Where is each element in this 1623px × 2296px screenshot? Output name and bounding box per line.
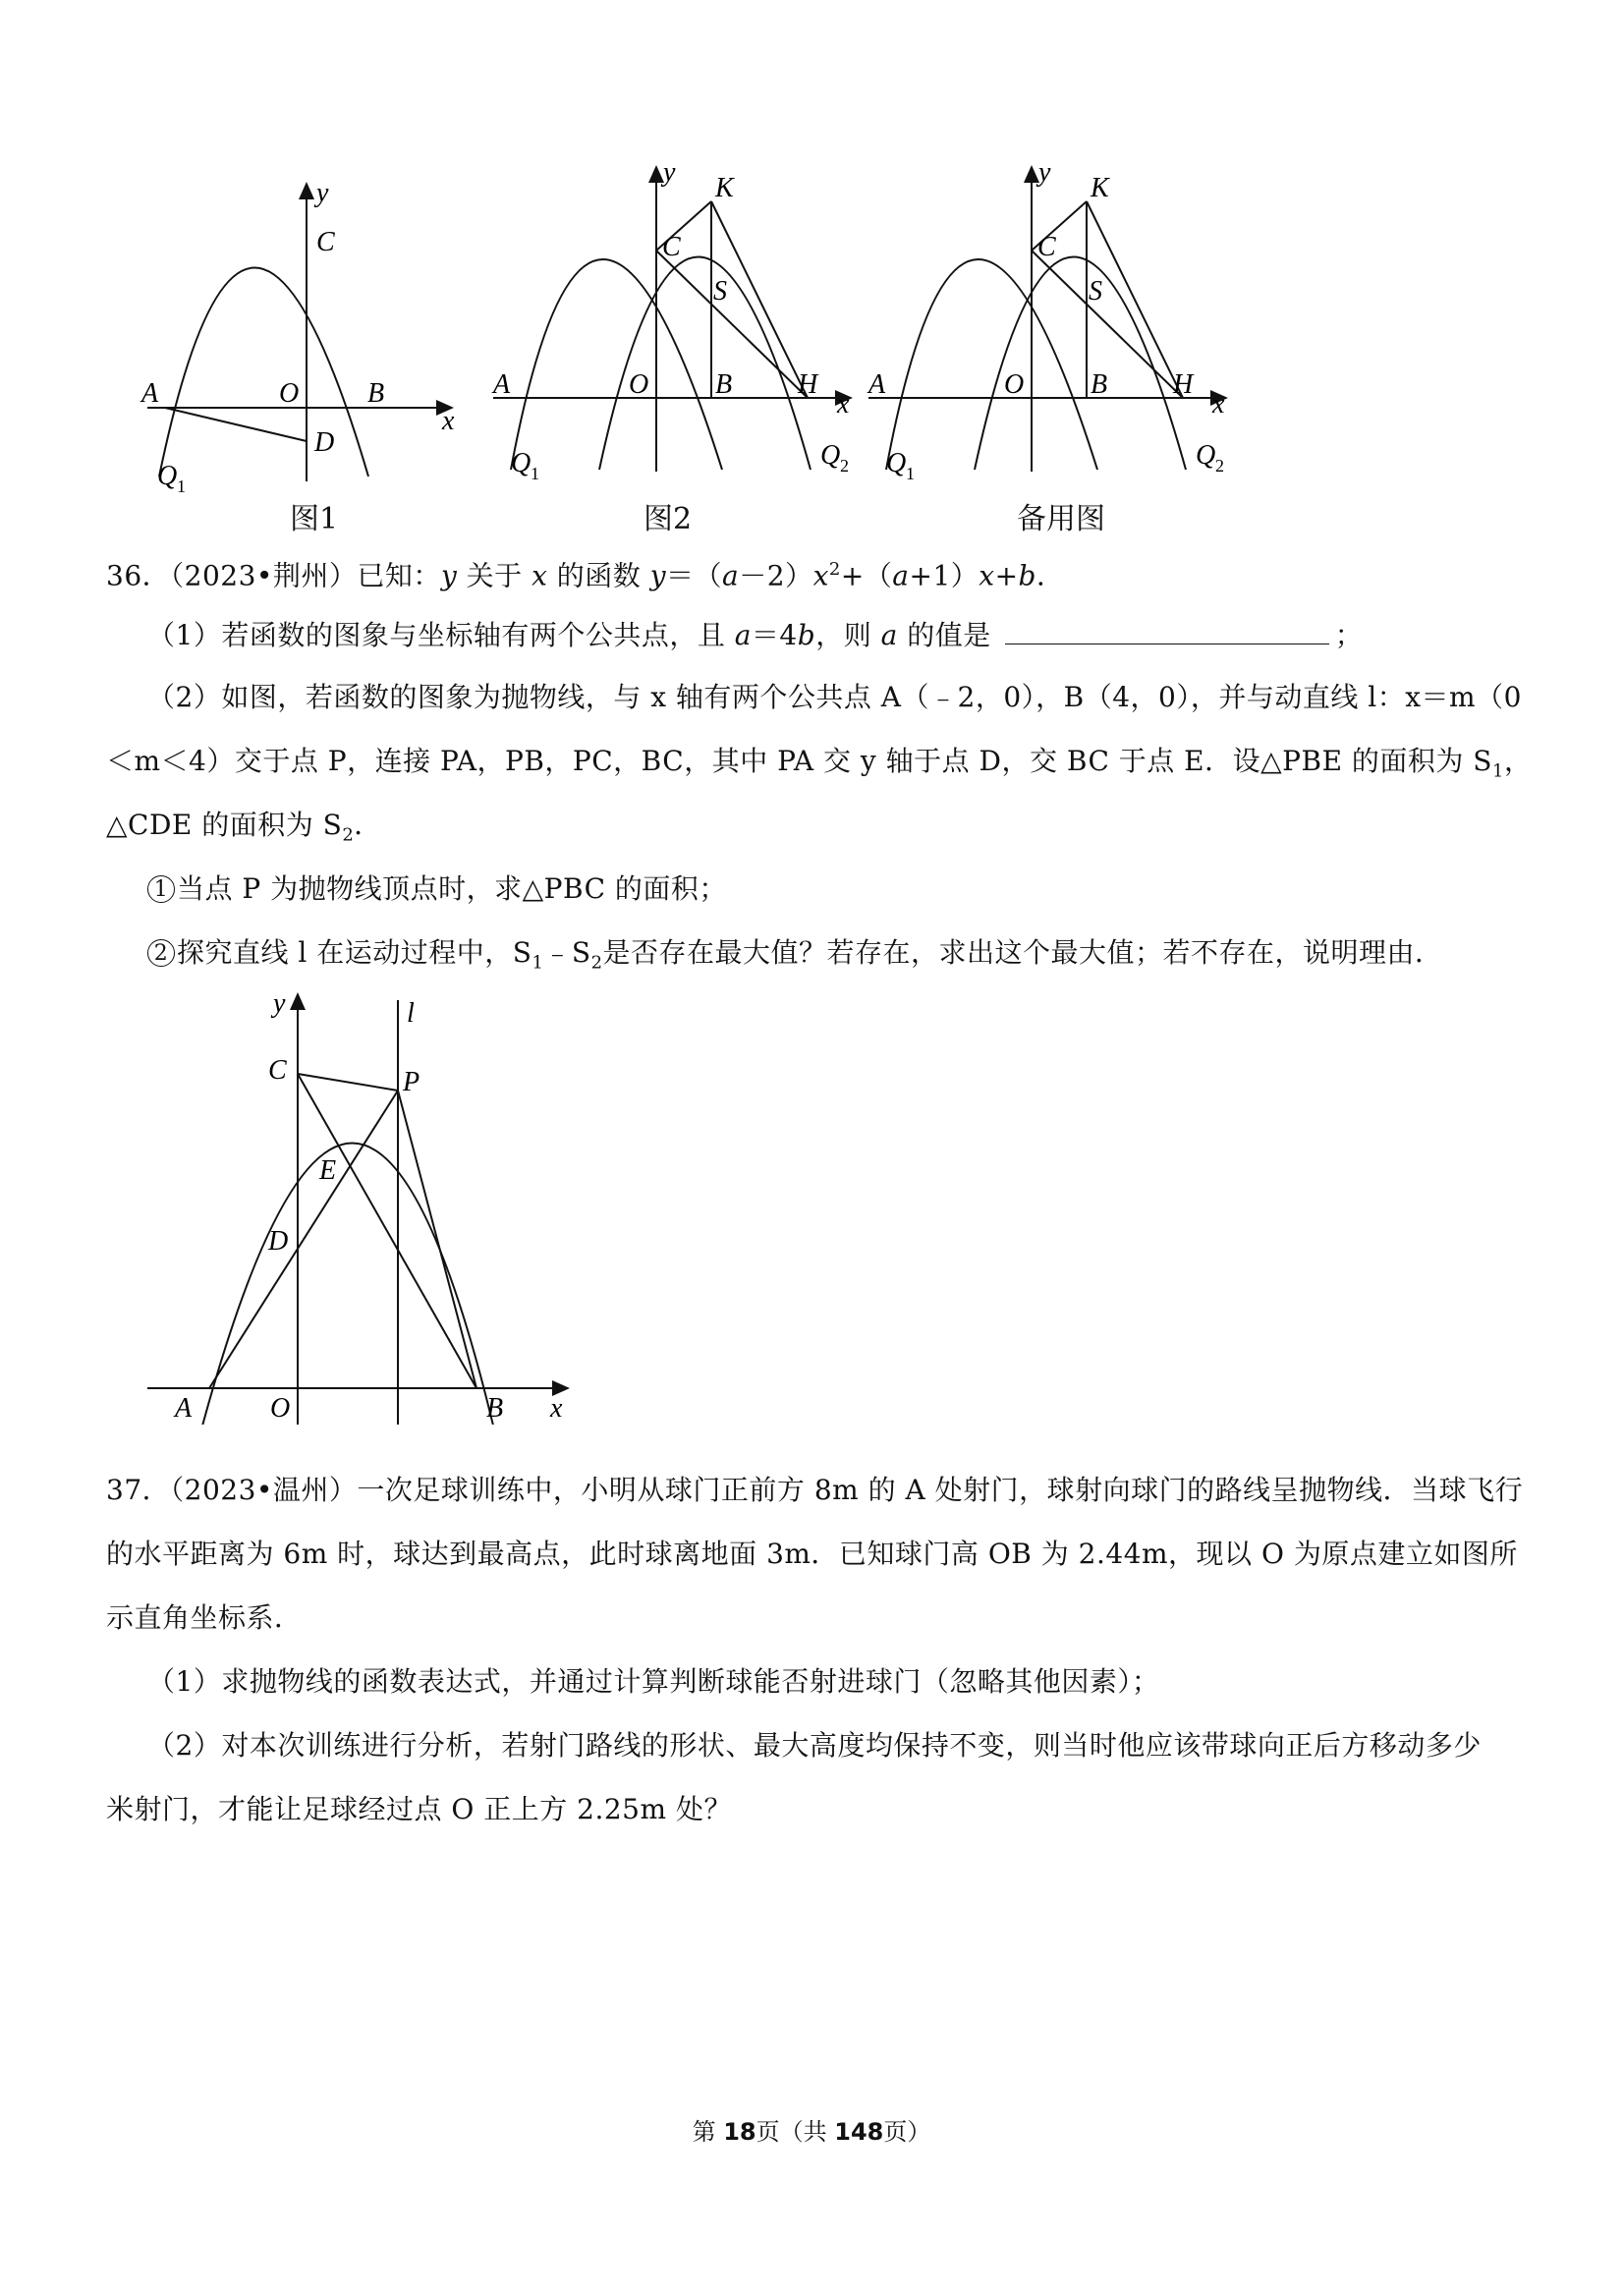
q36-text: ． bbox=[1035, 559, 1065, 592]
page-number: 18 bbox=[723, 2118, 756, 2146]
fig2-label-Q2-sub: 2 bbox=[840, 456, 849, 476]
q37-line2: 的水平距离为 6m 时，球达到最高点，此时球离地面 3m．已知球门高 OB 为 2.44m，现以 O 为原点建立如图所 bbox=[106, 1538, 1518, 1570]
q36-p1-var: b bbox=[797, 619, 816, 651]
q36fig-label-O: O bbox=[270, 1393, 291, 1424]
q36-p1-text: （1）若函数的图象与坐标轴有两个公共点，且 bbox=[147, 619, 735, 651]
fig1-label-C: C bbox=[316, 227, 335, 257]
fig2-label-C: C bbox=[662, 232, 681, 262]
fig3-label-O: O bbox=[1004, 369, 1025, 400]
page-total: 148 bbox=[834, 2118, 884, 2146]
q37-number: 37． bbox=[106, 1474, 171, 1506]
q36-text: +1） bbox=[909, 559, 979, 592]
q36-p1-text: 的值是 bbox=[897, 619, 991, 651]
q36-sub2 bbox=[147, 933, 1443, 983]
fig2-label-Q1-sub: 1 bbox=[531, 464, 539, 483]
q36fig-label-y: y bbox=[273, 988, 286, 1019]
q36-part2-line3 bbox=[106, 806, 382, 856]
q36-subscript: 2 bbox=[342, 824, 355, 846]
q37-text: 一次足球训练中，小明从球门正前方 8m 的 A 处射门，球射向球门的路线呈抛物线．当球飞行 bbox=[357, 1474, 1524, 1506]
fig3-label-Q1-sub: 1 bbox=[906, 464, 915, 483]
q36-text: + bbox=[994, 559, 1019, 592]
q36-sub2-text: ﹣S bbox=[543, 936, 591, 969]
fig2-label-Q2: Q bbox=[820, 440, 841, 471]
fig3-label-B: B bbox=[1091, 369, 1108, 400]
q37-part1: （1）求抛物线的函数表达式，并通过计算判断球能否射进球门（忽略其他因素）； bbox=[147, 1665, 1160, 1698]
fig1-label-y: y bbox=[316, 178, 329, 208]
q36-sub1-text: 当点 P 为抛物线顶点时，求△PBC 的面积； bbox=[177, 872, 727, 905]
q36-p2-text: ＜m＜4）交于点 P，连接 PA，PB，PC，BC，其中 PA 交 y 轴于点 D，交 BC 于点 E．设△PBE 的面积为 S bbox=[106, 745, 1492, 777]
fig3-label-H: H bbox=[1173, 369, 1194, 400]
q36-part1 bbox=[147, 616, 1363, 655]
q36-subscript: 2 bbox=[590, 952, 603, 974]
q37-part2-line1: （2）对本次训练进行分析，若射门路线的形状、最大高度均保持不变，则当时他应该带球向正后方移动多少 bbox=[147, 1729, 1482, 1762]
q36-var: x bbox=[532, 559, 548, 592]
q37-line3: 示直角坐标系． bbox=[106, 1601, 303, 1634]
q36-p1-text: ＝4 bbox=[751, 619, 798, 651]
q36fig-label-B: B bbox=[486, 1393, 504, 1424]
q37-part2-line2: 米射门，才能让足球经过点 O 正上方 2.25m 处？ bbox=[106, 1793, 732, 1825]
q36fig-label-A: A bbox=[175, 1393, 193, 1424]
answer-blank[interactable] bbox=[1005, 618, 1329, 644]
q36-exponent: 2 bbox=[828, 559, 841, 580]
fig3-label-C: C bbox=[1037, 232, 1056, 262]
fig2-label-S: S bbox=[713, 276, 727, 307]
q36-var: x bbox=[812, 559, 829, 592]
fig3-caption: 备用图 bbox=[1017, 502, 1105, 536]
q36-stem-pre: 已知： bbox=[357, 559, 441, 592]
fig3-label-x: x bbox=[1212, 389, 1225, 420]
fig3-label-Q2: Q bbox=[1196, 440, 1216, 471]
q36-number: 36． bbox=[106, 559, 171, 592]
footer-text: 第 bbox=[692, 2118, 724, 2146]
q36fig-label-l: l bbox=[407, 998, 415, 1029]
fig2-label-K: K bbox=[715, 173, 734, 203]
circled-number-1: 1 bbox=[147, 875, 175, 903]
q36fig-label-C: C bbox=[268, 1055, 287, 1086]
q36-subscript: 1 bbox=[532, 952, 544, 974]
fig2-label-Q1: Q bbox=[511, 448, 532, 478]
fig1-label-A: A bbox=[141, 378, 159, 409]
q36-p1-text: ，则 bbox=[815, 619, 881, 651]
q36-p2-text: ， bbox=[1503, 745, 1533, 777]
q36-part2-line2 bbox=[106, 742, 1532, 792]
q36-stem bbox=[106, 550, 1064, 595]
fig1-caption: 图1 bbox=[290, 502, 339, 536]
q36-text: 的函数 bbox=[547, 559, 650, 592]
q36-part2-line1: （2）如图，若函数的图象为抛物线，与 x 轴有两个公共点 A（﹣2，0），B（4，0），并与动直线 l：x＝m（0 bbox=[147, 681, 1522, 713]
fig2-caption: 图2 bbox=[644, 502, 693, 536]
figure-1 bbox=[138, 172, 472, 511]
q37-source: （2023•温州） bbox=[170, 1474, 358, 1506]
q36-sub2-text: 是否存在最大值？若存在，求出这个最大值；若不存在，说明理由． bbox=[602, 936, 1443, 969]
q36fig-label-x: x bbox=[550, 1393, 563, 1424]
q36-p2-text: ． bbox=[354, 809, 382, 841]
q36fig-label-E: E bbox=[319, 1155, 337, 1186]
q36-p1-var: a bbox=[734, 619, 752, 651]
fig2-label-O: O bbox=[629, 369, 649, 400]
footer-text: 页） bbox=[883, 2118, 931, 2146]
q36-var: a bbox=[722, 559, 740, 592]
q36-var: y bbox=[649, 559, 667, 592]
q36-p2-text: △CDE 的面积为 S bbox=[106, 809, 343, 841]
q36-figure bbox=[138, 982, 589, 1425]
fig3-label-Q2-sub: 2 bbox=[1215, 456, 1224, 476]
q36-text: ＝（ bbox=[666, 559, 723, 592]
q36fig-label-D: D bbox=[268, 1226, 289, 1257]
fig1-label-B: B bbox=[367, 378, 385, 409]
fig1-label-Q-sub: 1 bbox=[177, 476, 186, 496]
q36-text: 关于 bbox=[457, 559, 532, 592]
q36-var: b bbox=[1018, 559, 1036, 592]
figure-3-spare bbox=[867, 157, 1240, 496]
q37-line1 bbox=[106, 1471, 1523, 1510]
fig2-label-A: A bbox=[493, 369, 511, 400]
figure-2 bbox=[491, 157, 865, 496]
fig3-label-Q1: Q bbox=[886, 448, 907, 478]
q36-sub1 bbox=[147, 869, 727, 909]
fig1-label-Q: Q bbox=[157, 461, 178, 491]
fig2-label-x: x bbox=[837, 389, 850, 420]
q36-var: a bbox=[892, 559, 910, 592]
fig1-label-O: O bbox=[279, 378, 300, 409]
fig2-label-B: B bbox=[715, 369, 733, 400]
fig3-label-K: K bbox=[1091, 173, 1109, 203]
fig2-label-y: y bbox=[663, 157, 676, 188]
fig2-label-H: H bbox=[798, 369, 818, 400]
q36-source: （2023•荆州） bbox=[170, 559, 358, 592]
fig3-label-S: S bbox=[1089, 276, 1102, 307]
q36-p1-text: ； bbox=[1334, 619, 1364, 651]
q36-text: －2） bbox=[739, 559, 813, 592]
footer-text: 页（共 bbox=[756, 2118, 835, 2146]
page-footer bbox=[0, 2112, 1623, 2147]
fig3-label-A: A bbox=[868, 369, 886, 400]
q36-var: x bbox=[979, 559, 995, 592]
q36-text: +（ bbox=[840, 559, 893, 592]
q36-sub2-text: 探究直线 l 在运动过程中，S bbox=[177, 936, 532, 969]
q36fig-label-P: P bbox=[403, 1067, 420, 1097]
q36-p1-var: a bbox=[880, 619, 898, 651]
fig1-label-D: D bbox=[314, 427, 335, 458]
fig3-label-y: y bbox=[1038, 157, 1051, 188]
circled-number-2: 2 bbox=[147, 939, 175, 967]
q36-subscript: 1 bbox=[1492, 760, 1504, 782]
q36-var: y bbox=[440, 559, 458, 592]
fig1-label-x: x bbox=[442, 406, 455, 436]
